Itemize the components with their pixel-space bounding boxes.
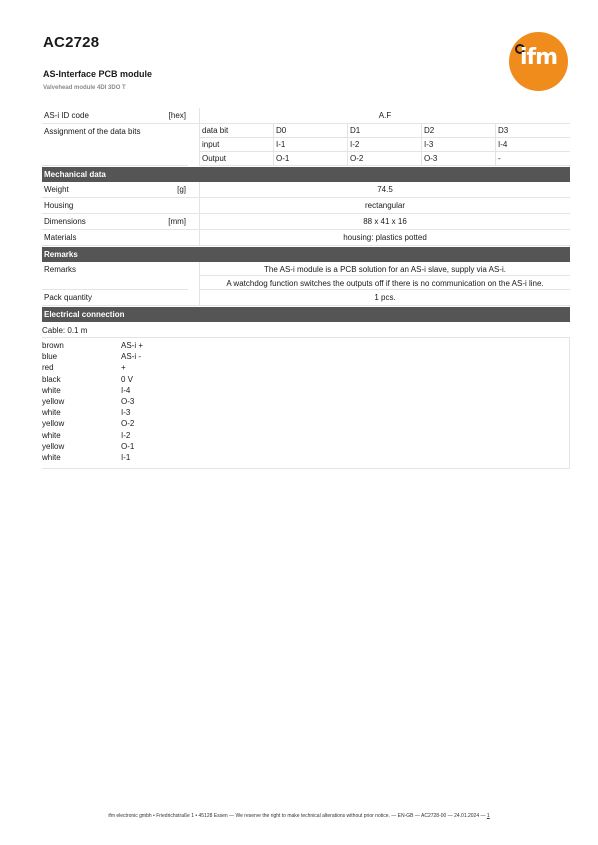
datasheet-table [42,108,570,469]
id-code-value: A.F [378,111,392,120]
list-item [42,408,569,419]
list-item [42,442,569,453]
dimensions-row [42,214,570,230]
wire-signal: 0 V [121,374,134,384]
wire-color: red [42,363,54,373]
weight-label: Weight [44,185,69,194]
grid-cell: data bit [200,124,274,137]
assignment-grid [200,124,570,166]
list-item [42,352,569,363]
grid-cell: O-2 [348,152,422,165]
weight-value: 74.5 [377,185,393,194]
remarks-label: Remarks [42,262,188,290]
wire-list [42,338,570,469]
remarks-heading: Remarks [42,247,570,262]
wire-signal: I-1 [121,452,131,462]
materials-row [42,230,570,246]
grid-cell: D1 [348,124,422,137]
wire-color: white [42,430,61,440]
cable-length: Cable: 0.1 m [42,322,570,338]
wire-signal: AS-i - [121,352,141,362]
housing-label: Housing [44,201,74,210]
wire-color: yellow [42,396,65,406]
wire-signal: O-1 [121,441,135,451]
dimensions-unit: [mm] [168,217,186,226]
list-item [42,397,569,408]
housing-value: rectangular [364,201,406,210]
assignment-grid-row [200,124,570,138]
list-item [42,386,569,397]
footer-text: ifm electronic gmbh • Friedrichstraße 1 • 45128 Essen — We reserve the right to make technical alterations without prior notice. — EN-GB — AC2728-00 — 24.01.2024 — [108,813,487,819]
wire-color: yellow [42,441,65,451]
wire-color: black [42,374,61,384]
list-item [42,419,569,430]
grid-cell: D0 [274,124,348,137]
electrical-heading: Electrical connection [42,307,570,322]
dimensions-value: 88 x 41 x 16 [363,217,407,226]
materials-label: Materials [44,233,77,242]
list-item [42,375,569,386]
grid-cell: Output [200,152,274,165]
remarks-line-1: The AS-i module is a PCB solution for an AS-i slave, supply via AS-i. [200,262,570,276]
pack-quantity-row [42,290,570,306]
housing-row [42,198,570,214]
pack-quantity-value: 1 pcs. [374,293,396,302]
wire-signal: I-3 [121,408,131,418]
ifm-logo [509,32,568,91]
wire-signal: O-3 [121,396,135,406]
grid-cell: D2 [422,124,496,137]
product-subtitle: Valvehead module 4DI 3DO T [43,85,126,91]
wire-color: white [42,385,61,395]
dimensions-label: Dimensions [44,217,86,226]
wire-color: blue [42,352,58,362]
weight-row [42,182,570,198]
grid-cell: I-1 [274,138,348,151]
list-item [42,341,569,352]
materials-value: housing: plastics potted [343,233,427,242]
assignment-grid-row [200,152,570,166]
wire-signal: O-2 [121,419,135,429]
grid-cell: D3 [498,126,509,135]
weight-unit: [g] [177,185,186,194]
grid-cell: I-3 [422,138,496,151]
grid-cell: input [200,138,274,151]
wire-signal: I-2 [121,430,131,440]
list-item [42,431,569,442]
assignment-grid-row [200,138,570,152]
wire-color: white [42,452,61,462]
wire-color: yellow [42,419,65,429]
logo-text: ifm [519,45,558,70]
grid-cell: I-4 [498,140,508,149]
mechanical-heading: Mechanical data [42,167,570,182]
remarks-row [42,262,570,290]
page-footer [0,813,598,819]
page-number-link[interactable]: 1 [486,813,490,819]
wire-color: brown [42,341,64,350]
grid-cell: O-3 [422,152,496,165]
wire-color: white [42,408,61,418]
id-code-label: AS-i ID code [44,111,89,120]
id-code-row [42,108,570,124]
pack-quantity-label: Pack quantity [44,293,93,302]
id-code-unit: [hex] [168,111,186,120]
product-title: AS-Interface PCB module [43,69,153,79]
assignment-label: Assignment of the data bits [42,124,188,166]
assignment-row [42,124,570,166]
product-code: AC2728 [43,34,100,51]
wire-signal: AS-i + [121,341,144,350]
grid-cell: I-2 [348,138,422,151]
remarks-line-2: A watchdog function switches the outputs off if there is no communication on the AS-i line. [200,276,570,290]
list-item [42,453,569,464]
grid-cell: - [498,154,501,163]
grid-cell: O-1 [274,152,348,165]
wire-signal: + [121,363,126,373]
list-item [42,363,569,374]
wire-signal: I-4 [121,385,131,395]
